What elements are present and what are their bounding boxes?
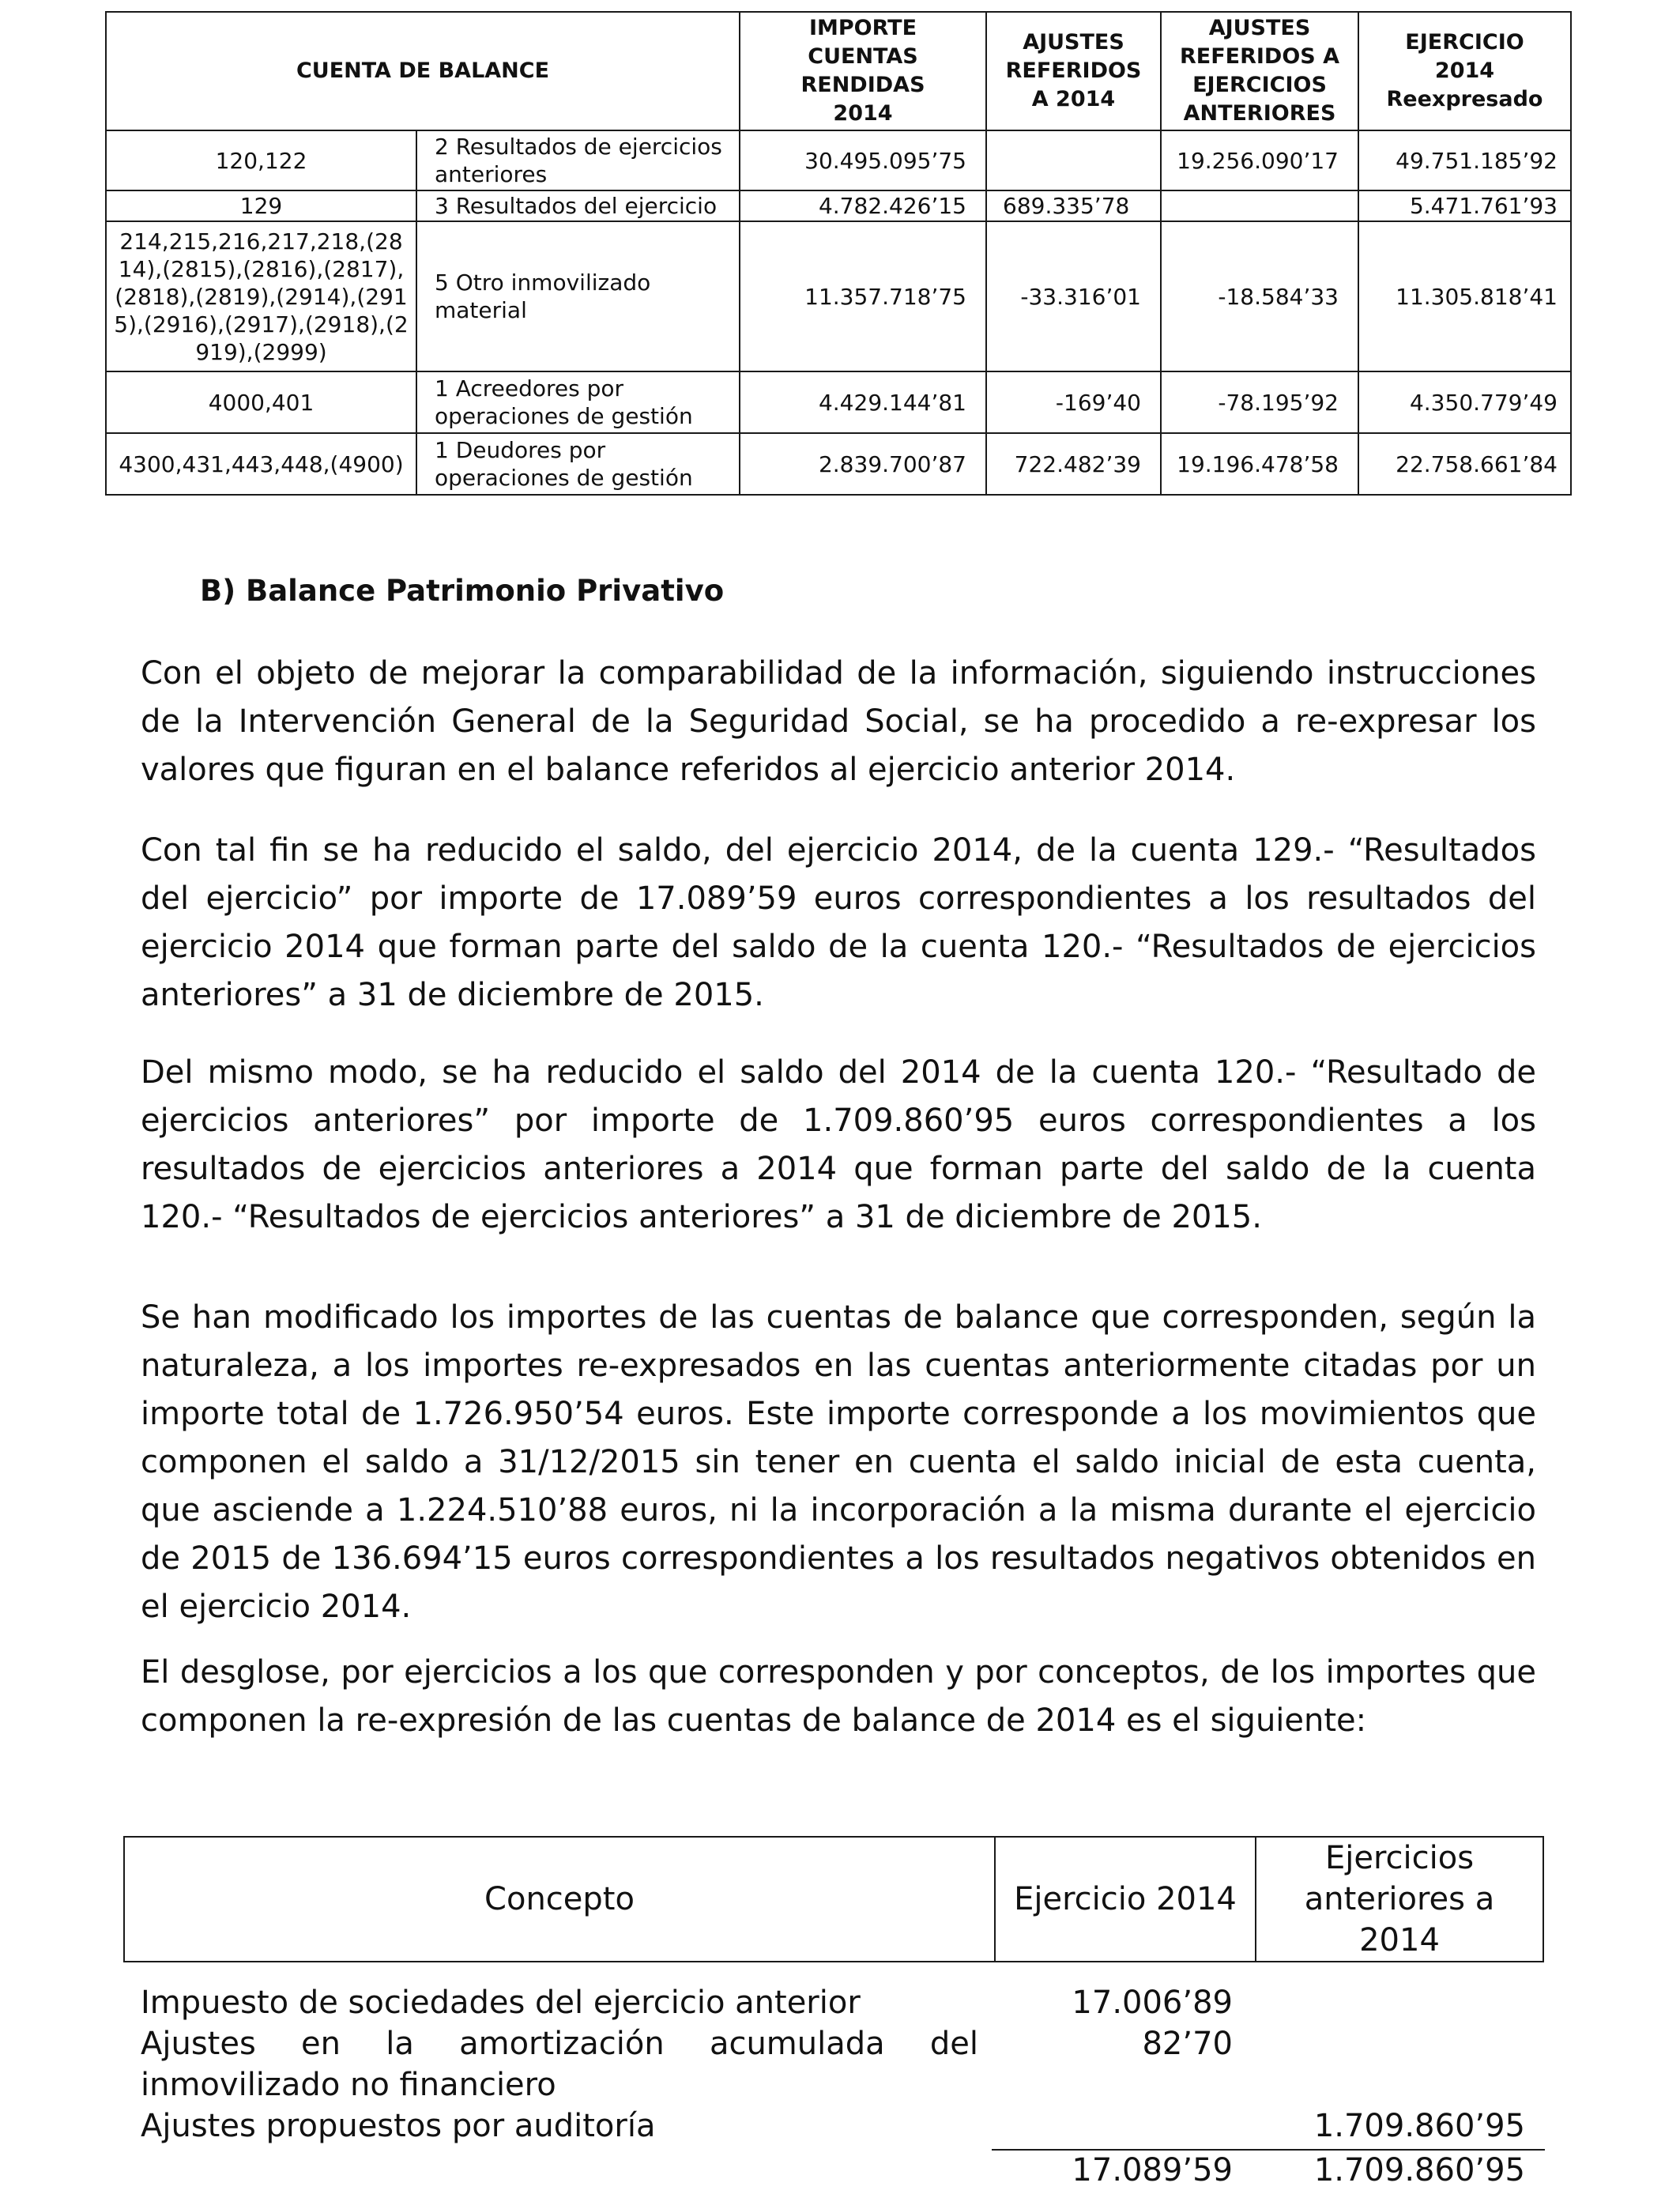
reexpresado-value: 22.758.661’84 [1358, 433, 1571, 495]
ajustes-anteriores-value: 19.196.478’58 [1161, 433, 1358, 495]
ajustes-anteriores-value: 19.256.090’17 [1161, 130, 1358, 190]
breakdown-row-ejercicio-2014: 17.006’89 [1072, 1985, 1233, 2021]
section-heading: B) Balance Patrimonio Privativo [200, 574, 725, 608]
ajustes-value [986, 130, 1161, 190]
account-concept: 5 Otro inmovilizado material [416, 221, 740, 371]
reexpresado-value: 49.751.185’92 [1358, 130, 1571, 190]
reexpresado-value: 4.350.779’49 [1358, 371, 1571, 433]
header-ejercicio-2014: Ejercicio 2014 [994, 1838, 1255, 1961]
table-row [106, 433, 1571, 495]
importe-value: 2.839.700’87 [740, 433, 986, 495]
importe-value: 4.782.426’15 [740, 190, 986, 221]
reexpresado-value: 5.471.761’93 [1358, 190, 1571, 221]
ajustes-anteriores-value [1161, 190, 1358, 221]
account-concept: 1 Deudores por operaciones de gestión [416, 433, 740, 495]
ajustes-anteriores-value: -18.584’33 [1161, 221, 1358, 371]
account-code: 4300,431,443,448,(4900) [106, 433, 416, 495]
header-ajustes-anteriores: AJUSTES REFERIDOS A EJERCICIOS ANTERIORES [1161, 12, 1358, 130]
balance-table [105, 11, 1572, 496]
total-anteriores: 1.709.860’95 [1313, 2152, 1525, 2188]
ajustes-anteriores-value: -78.195’92 [1161, 371, 1358, 433]
header-ejercicios-anteriores: Ejercicios anteriores a 2014 [1255, 1838, 1543, 1961]
account-code: 214,215,216,217,218,(2814),(2815),(2816),(2817),(2818),(2819),(2914),(2915),(2916),(2917),(2918),(2919),(2999) [106, 221, 416, 371]
breakdown-row-label: Ajustes en la amortización acumulada del inmovilizado no financiero [141, 2026, 978, 2103]
account-concept: 3 Resultados del ejercicio [416, 190, 740, 221]
breakdown-table-header [123, 1836, 1544, 1962]
ajustes-value: 722.482’39 [986, 433, 1161, 495]
table-row [106, 130, 1571, 190]
account-concept: 1 Acreedores por operaciones de gestión [416, 371, 740, 433]
importe-value: 4.429.144’81 [740, 371, 986, 433]
balance-table-header-row [106, 12, 1571, 130]
ajustes-value: -169’40 [986, 371, 1161, 433]
paragraph-comparabilidad: Con el objeto de mejorar la comparabilidad de la información, siguiendo instrucciones de la Intervención General de la Seguridad Social, se ha procedido a re-expresar los valores que figuran en el balance referidos al ejercicio anterior 2014. [141, 655, 1536, 788]
paragraph-cuenta-129: Con tal fin se ha reducido el saldo, del ejercicio 2014, de la cuenta 129.- “Resultados del ejercicio” por importe de 17.089’59 euros correspondientes a los resultados del ejercicio 2014 que forman parte del saldo de la cuenta 120.- “Resultados de ejercicios anteriores” a 31 de diciembre de 2015. [141, 832, 1536, 1013]
breakdown-row-label: Impuesto de sociedades del ejercicio anterior [141, 1985, 861, 2021]
table-row [106, 371, 1571, 433]
total-ejercicio-2014: 17.089’59 [1072, 2152, 1233, 2188]
header-concepto: Concepto [484, 1881, 635, 1917]
ajustes-value: -33.316’01 [986, 221, 1161, 371]
importe-value: 30.495.095’75 [740, 130, 986, 190]
account-code: 120,122 [106, 130, 416, 190]
header-importe-cuentas-rendidas: IMPORTE CUENTAS RENDIDAS 2014 [740, 12, 986, 130]
breakdown-row-label: Ajustes propuestos por auditoría [141, 2108, 656, 2144]
reexpresado-value: 11.305.818’41 [1358, 221, 1571, 371]
account-code: 129 [106, 190, 416, 221]
table-row [106, 221, 1571, 371]
table-row [106, 190, 1571, 221]
breakdown-row-ejercicio-2014: 82’70 [1142, 2026, 1233, 2062]
header-cuenta-de-balance: CUENTA DE BALANCE [106, 12, 740, 130]
breakdown-row-anteriores: 1.709.860’95 [1313, 2108, 1525, 2144]
ajustes-value: 689.335’78 [986, 190, 1161, 221]
header-ejercicio-reexpresado: EJERCICIO 2014 Reexpresado [1358, 12, 1571, 130]
paragraph-importes-modificados: Se han modificado los importes de las cuentas de balance que corresponden, según la naturaleza, a los importes re-expresados en las cuentas anteriormente citadas por un importe total de 1.726.950’54 euros. Este importe corresponde a los movimientos que componen el saldo a 31/12/2015 sin tener en cuenta el saldo inicial de esta cuenta, que asciende a 1.224.510’88 euros, ni la incorporación a la misma durante el ejercicio de 2015 de 136.694’15 euros correspondientes a los resultados negativos obtenidos en el ejercicio 2014. [141, 1299, 1536, 1625]
importe-value: 11.357.718’75 [740, 221, 986, 371]
account-code: 4000,401 [106, 371, 416, 433]
header-ajustes-2014: AJUSTES REFERIDOS A 2014 [986, 12, 1161, 130]
paragraph-desglose: El desglose, por ejercicios a los que corresponden y por conceptos, de los importes que componen la re-expresión de las cuentas de balance de 2014 es el siguiente: [141, 1654, 1536, 1739]
paragraph-cuenta-120: Del mismo modo, se ha reducido el saldo del 2014 de la cuenta 120.- “Resultado de ejercicios anteriores” por importe de 1.709.860’95 euros correspondientes a los resultados de ejercicios anteriores a 2014 que forman parte del saldo de la cuenta 120.- “Resultados de ejercicios anteriores” a 31 de diciembre de 2015. [141, 1054, 1536, 1235]
account-concept: 2 Resultados de ejercicios anteriores [416, 130, 740, 190]
